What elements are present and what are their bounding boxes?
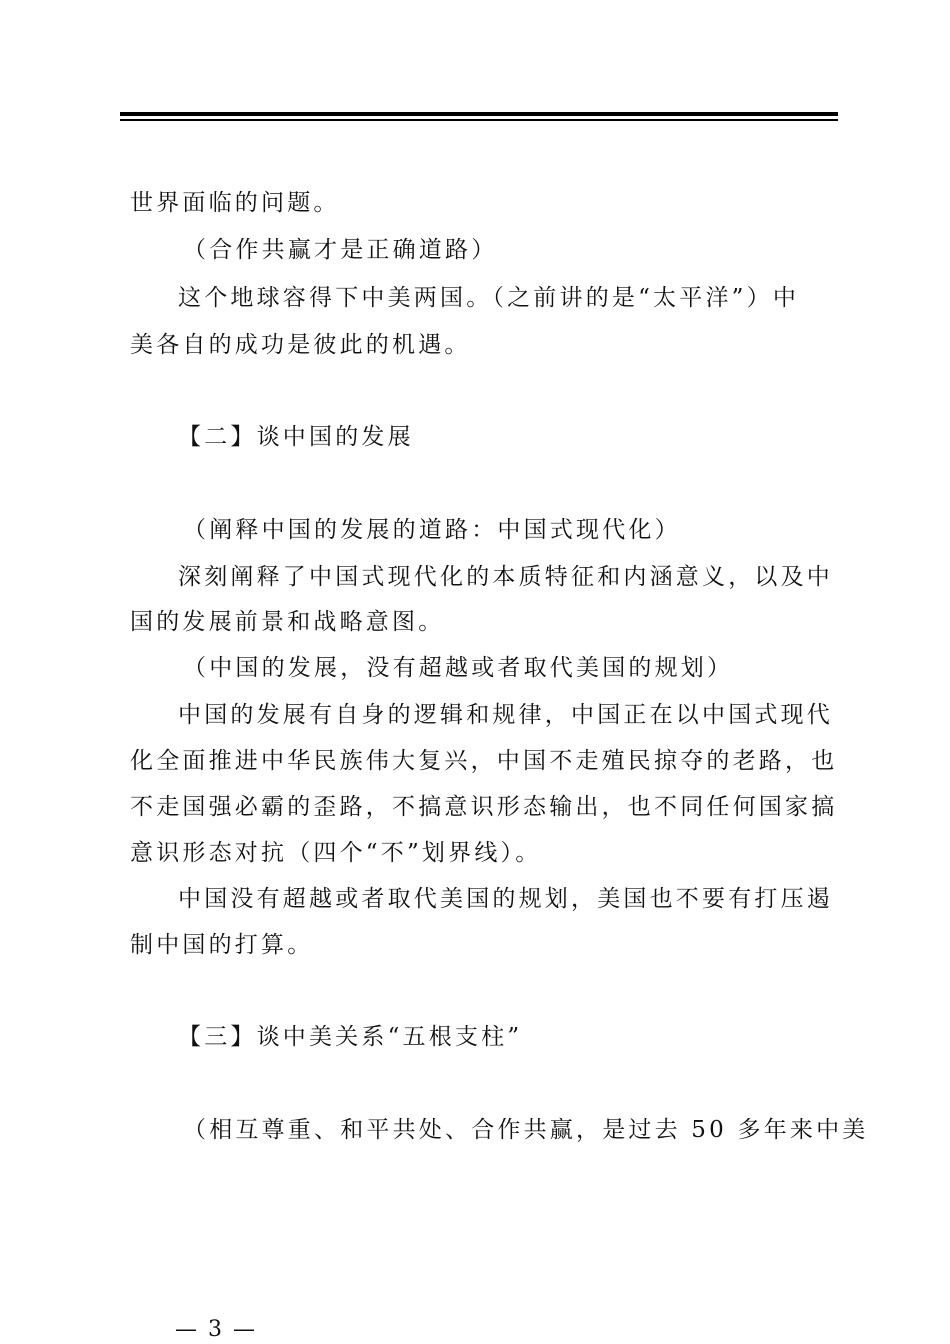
- paragraph-line: 化全面推进中华民族伟大复兴，中国不走殖民掠夺的老路，也: [130, 748, 838, 774]
- header-thick-line: [120, 112, 838, 116]
- paragraph-line: 国的发展前景和战略意图。: [130, 609, 445, 635]
- paragraph-line: （相互尊重、和平共处、合作共赢，是过去 50 多年来中美: [183, 1117, 869, 1143]
- paragraph-line: 世界面临的问题。: [130, 190, 340, 216]
- paragraph-line: 意识形态对抗（四个“不”划界线）。: [130, 840, 542, 866]
- page-number: — 3 —: [175, 1317, 257, 1342]
- paragraph-line: 深刻阐释了中国式现代化的本质特征和内涵意义，以及中: [178, 564, 833, 590]
- paragraph-line: 不走国强必霸的歪路，不搞意识形态输出，也不同任何国家搞: [130, 794, 838, 820]
- header-thin-line: [120, 119, 838, 121]
- header-double-rule: [120, 112, 838, 122]
- paragraph-line: 中国没有超越或者取代美国的规划，美国也不要有打压遏: [178, 886, 833, 912]
- paragraph-line: 美各自的成功是彼此的机遇。: [130, 332, 471, 358]
- section-heading-2: 【二】谈中国的发展: [178, 424, 414, 450]
- paragraph-line: （合作共赢才是正确道路）: [183, 237, 498, 263]
- paragraph-line: 这个地球容得下中美两国。（之前讲的是“太平洋”）中: [178, 285, 800, 311]
- paragraph-line: 制中国的打算。: [130, 932, 314, 958]
- section-heading-3: 【三】谈中美关系“五根支柱”: [178, 1024, 523, 1050]
- paragraph-line: （中国的发展，没有超越或者取代美国的规划）: [183, 655, 734, 681]
- paragraph-line: （阐释中国的发展的道路：中国式现代化）: [183, 517, 681, 543]
- paragraph-line: 中国的发展有自身的逻辑和规律，中国正在以中国式现代: [178, 702, 833, 728]
